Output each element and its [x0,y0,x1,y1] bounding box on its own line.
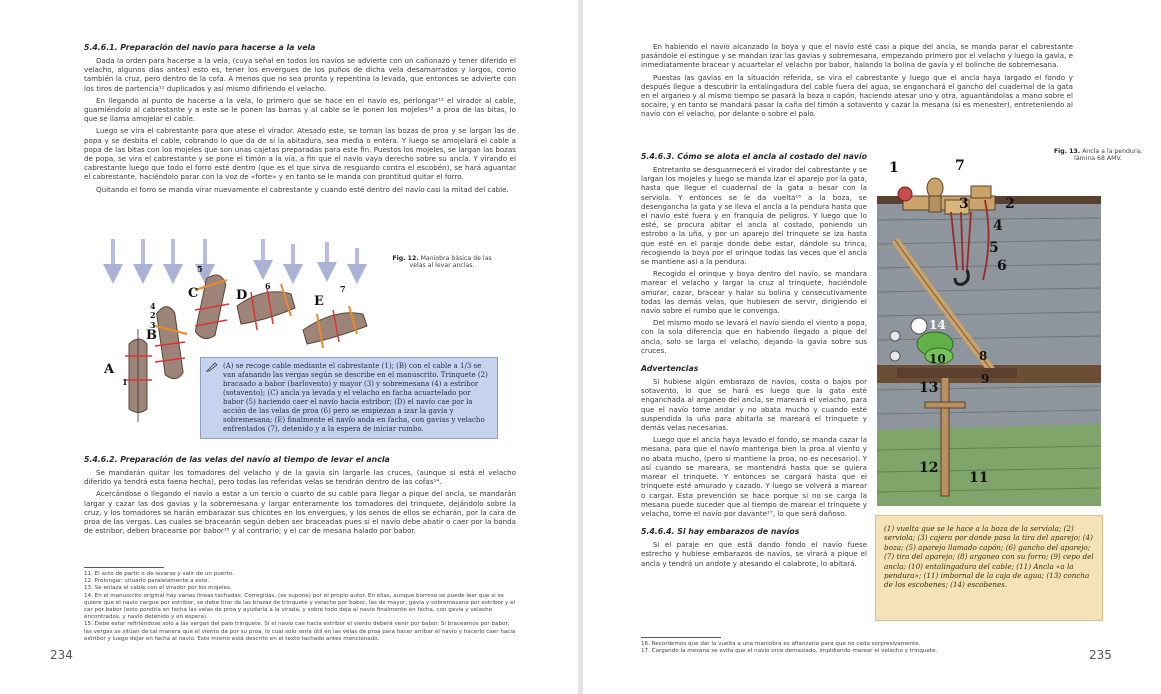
fig12-legend-text: (A) se recoge cable mediante el cabrestante (1); (B) con el cable a 1/3 se van afanando las vergas según se describe en el manuscrito. Trinquete (2) bracaado a babor (barlovento) y mayor (3) y sobremesana (4) a estribor (sotavento); (C) ancla ya levada y el velacho en facha acuartelado por babor (5) haciendo caer el navío hacia estribor; (D) el navío cae por la acción de las velas de proa (6) pero se empiezan a izar la gavia y sobremesana; (E) finalmente el navío anda en facha, con gavias y velacho enfrentados (7), detenido y a la espera de iniciar rumbo. [223,362,488,433]
paragraph: Dada la orden para hacerse a la vela, (cuya señal en todos los navíos se advierte con un cañonazo y tener diferido el velacho, algunos días antes) esto es, tener los envergues de los puños de dicha vela desamarrados y largos, como también la cruz, pero dentro de la cofa. A menos que no sea pronta y repentina la levada, que entonces se advierte con los tiros de partencia¹¹ duplicados y así mismo difiriendo el velacho. [84,56,516,93]
paragraph: Recogido el orinque y boya dentro del navío, se mandara marear el velacho y largar la cruz al trinquete, haciéndole amurar, cazar, bracear y halar su bolina y consecutivamente todas las demás velas, que hubiesen de servir, dirigiendo el navío sobre el rumbo que le convenga. [641,269,867,316]
paragraph: Si hubiese algún embarazo de navíos, costa o bajos por sotavento, lo que se hará es luego que la gata esté enganchada al arganeo del ancla, se mareará el velacho, para que el navío tome andar y no abata mucho y cuando esté suspendida la uña para abitarla se mareará el trinquete y demás velas necesarias. [641,377,867,433]
anchor-stock [941,370,949,496]
footnote-rule [84,567,164,568]
footnote: 17. Cargando la mesana se evita que el navío orce demasiado, impidiendo marear el velacho y trinquete. [641,648,938,655]
paragraph: Si el paraje en que está dando fondo el navío fuese estrecho y hubiese embarazos de navíos, se virará a pique el ancla y tendrá un andote y atesando el calabrote, lo abitará. [641,540,867,568]
left-body-bottom [84,468,516,535]
fig13-number-14: 14 [929,318,946,332]
page-number-left: 234 [50,648,73,662]
anchor-crossbar [925,402,965,408]
fig13-number-9: 9 [981,372,990,386]
page-number-right: 235 [1089,648,1112,662]
fig13-number-8: 8 [979,349,988,363]
ship-b [155,306,187,380]
fig12-letter-b: B [146,328,157,343]
section-heading-5463: 5.4.6.3. Cómo se alota el ancla al costado del navío [641,152,868,161]
paragraph: Quitando el forro se manda virar nuevamente el cabrestante y cuando esté dentro del navío casi la mitad del cable. [96,184,509,194]
fig13-number-3: 3 [959,196,969,212]
fig13-number-4: 4 [993,218,1003,234]
fig13-illustration [875,160,1103,506]
fig13-number-1: 1 [889,160,899,176]
fig13-number-7: 7 [955,158,965,174]
paragraph: Entretanto se desguarnecerá el virador del cabrestante y se largan los mojeles y luego se manda izar el aparejo por la gata, hasta que llegue el cuadernal de la gata a besar con la serviola. Y entonces se le da vuelta¹⁶ a la boza, se desengancha la gata y se lleva el ancla a la pendura hasta que el navío esté fuera y en franquía de peligros. Y luego que lo esté, se procura abitar el ancla al costado, poniendo un estrobo a la uña, y por un aparejo del trinquete se iza hasta que esté en el paraje donde debe estar, dándole su trinca, recogiendo la boya por el orinque todas las veces que el ancla se mantiene así a la pendura. [641,165,867,267]
fig13-caption-text: Ancla a la pendura, lámina 68 AMV. [1074,148,1143,163]
pen-icon [206,362,218,372]
paragraph: Acercándose o llegando el navío a estar a un tercio o cuarto de su cable para llegar a pique del ancla, se mandarán largar y cazar las dos gavias y la sobremesana y largar enteramente los tomadores del trinquete, dejándolo sobre la cruz, y los tomadores se harán embarazar sus chicotes en los envergues, y los senos de ellos se echarán, por la cara de proa de las vergas. Las cuales se bracearán según deben ser braceadas pues si el navío debe abatir o caer por la banda de estribor, deben bracearse por babor¹⁵ y al contrario; y el car de mesana halado por babor. [84,489,516,536]
fig12-number-3: 3 [150,320,156,330]
footnote: 15. Debe estar refiriéndose solo a las vergas del palo trinquete. Si el navío cae hacia estribor el viento deberá venir por babor. Si braceamos por babor, las vergas se sitúan de tal manera que el viento da por su proa, lo cual solo sería útil en las velas de proa para hacer arribar el navío y hacerlo caer hacia estribor y luego dejar en facha al navío. Esto mismo está descrito en el texto tachado antes mencionado. [84,621,516,642]
fig12-legend-box [200,357,498,439]
ship-e [303,306,367,348]
fig13-number-5: 5 [989,240,999,256]
fig13-number-6: 6 [997,258,1007,274]
footnote-rule [641,637,721,638]
footnote: 14. En el manuscrito original hay varias líneas tachadas. Corregidas, (se supone) por el propio autor. En ellas, aunque borroso se puede leer que si se quiere que el navío cargue por estribor, se debe tirar de las brazas de trinquete y velacho por babor, las de mayor, gavia y sobremesana por estribor y el car por babor (esto pondría en facha las velas de proa y ayudaría a la virada, y sobre todo deja al navío finalmente en facha, con gavia y velacho encontrados, y navío detenido y en espera). [84,592,516,621]
fig12-letter-e: E [314,294,324,309]
anchor-cepo [897,368,1017,378]
fig13-caption [1053,148,1143,163]
fig13-number-13: 13 [919,380,939,396]
fig12-number-1: 1 [122,377,128,387]
fig12-number-4: 4 [150,301,156,311]
fig12-number-2: 2 [150,310,156,320]
left-page [0,0,578,694]
fig12-caption [390,255,494,270]
right-body-column [641,165,867,568]
section-heading-5461: 5.4.6.1. Preparación del navío para hacerse a la vela [84,43,316,52]
paragraph: Del mismo modo se levará el navío siendo el viento a popa, con la sola diferencia que en habiendo llegado a pique del ancla, solo se larga el velacho, dejando la gavia sobre sus cruces. [641,318,867,355]
left-body-top [84,56,516,194]
paragraph: Luego que el ancla haya levado el fondo, se manda cazar la mesana, para que el navío mantenga bien la proa al viento y no abata mucho, (pero si mantiene la proa, no es necesario). Y así cuando se mareara, se mantendrá hasta que se quiera marear el trinquete. Y entonces se cargará hasta que el trinquete esté amurado y cazado. Y luego se volverá a marear o cargar. Esta prevención se hace porque si no se carga la mesana puede suceder que al tiempo de marear el trinquete y velacho, tome el navío por davante¹⁷, lo que será dañoso. [641,435,867,518]
right-footnotes [641,641,1101,655]
right-body-top [641,42,1073,119]
fig13-number-11: 11 [969,470,989,486]
fig13-number-2: 2 [1005,196,1015,212]
advertencias-heading: Advertencias [641,364,699,374]
wind-arrows [113,239,357,274]
footnote: 11. El acto de partir o de levarse y salir de un puerto. [84,571,234,577]
fig12-number-7: 7 [340,284,346,294]
section-heading-5462: 5.4.6.2. Preparación de las velas del navío al tiempo de levar el ancla [84,455,390,464]
fig12-letter-c: C [188,286,199,301]
figurehead [927,178,943,212]
right-page [583,0,1161,694]
footnote: 12. Prolongar: situarlo paralelamente a este. [84,578,210,585]
paragraph: Se mandarán quitar los tomadores del velacho y de la gavia sin largarle las cruces, (aunque si está el velacho diferido ya tendrá esta faena hecha), pero todas las referidas velas se tendrán dentro de las cofas¹⁴. [84,468,516,487]
fig12-caption-text: Maniobra básica de las velas al levar anclas. [409,255,492,270]
footnote: 13. Se enlaza el cable con el virador por los mojeles. [84,585,232,592]
ship-c [194,273,229,340]
fig12-letter-a: A [104,362,115,377]
footnote: 16. Recordemos que dar la vuelta a una maniobra es afianzarla para que no ceda sorpresivamente. [641,641,921,647]
fig13-number-12: 12 [919,460,939,476]
fig13-number-10: 10 [929,352,946,366]
left-footnotes [84,571,516,643]
fig12-number-5: 5 [197,264,203,274]
paragraph: En llegando al punto de hacerse a la vela, lo primero que se hace en el navío es, perlongar¹² el virador al cable, guarniéndolo al cabrestante y a este se le ponen las barras y al cable se le ponen los mojeles¹³ a proa de las bitas, lo que se llama amojelar el cable. [84,95,516,124]
fig13-legend-box: (1) vuelta que se le hace a la boza de la serviola; (2) serviola; (3) cajera por donde pasa la tira del aparejo; (4) boza; (5) aparejo llamado capón; (6) gancho del aparejo; (7) tira del aparejo; (8) arganeo con su forro; (9) cepo del ancla; (10) entalingadura del cable; (11) Ancla «a la pendura»; (11) imbornal de la caja de agua; (13) concha de los escobenes; (14) escobenes. [875,515,1103,621]
fig12-caption-label: Fig. 12. [392,255,419,262]
fig13-caption-label: Fig. 13. [1053,148,1081,155]
paragraph: Puestas las gavias en la situación referida, se vira el cabrestante y luego que el ancla haya largado el fondo y después llegue a descubrir la entalingadura del cable fuera del agua, se enganchará el gancho del cuadernal de la gata en el arganeo y al mismo tiempo se pasará la boza o capón, haciendo atesar uno y otra, aguantándolas a mano sobre el socaire, y en tanto se mandará pasar la caña del timón a sotavento y cazar la mesana (si es menester), entreteniendo al navío con el velacho, por delante o sobre el palo. [641,72,1073,119]
fig12-letter-d: D [236,288,248,303]
fig12-number-6: 6 [265,281,271,291]
paragraph: Luego se vira el cabrestante para que atese el virador. Atesado este, se toman las bozas de proa y se largan las de popa y se desbita el cable, cobrando lo que da de sí la abitadura, sea media o entera. Y luego se amojelará el cable a popa de las bitas con los mojeles que son unas cajetas preparadas para este fin. Puestos los mojeles, se largan las bozas de popa, se vira el cabrestante y se pone el timón a la vía, a fin que el navío vaya derecho sobre su ancla. Y virando el cabrestante luego que todo el forro esté dentro (que es el que sirva de resguardo contra el escobén), se hará aguantar el cabrestante, haciéndolo parar con la voz de «forte» y en tanto se le manda con prontitud quitar el forro. [84,126,516,182]
paragraph: En habiendo el navío alcanzado la boya y que el navío esté casi a pique del ancla, se manda parar el cabrestante pasándole el estingue y se mandan izar las gavias y sobremesana, empezando primero por el velacho y luego la gavia, e inmediatamente bracear y acuartelar el velacho por babor, halando la bolina de gavia y el bolinche de sobremesana. [641,42,1073,70]
section-heading-5464: 5.4.6.4. Si hay embarazos de navíos [641,527,800,537]
